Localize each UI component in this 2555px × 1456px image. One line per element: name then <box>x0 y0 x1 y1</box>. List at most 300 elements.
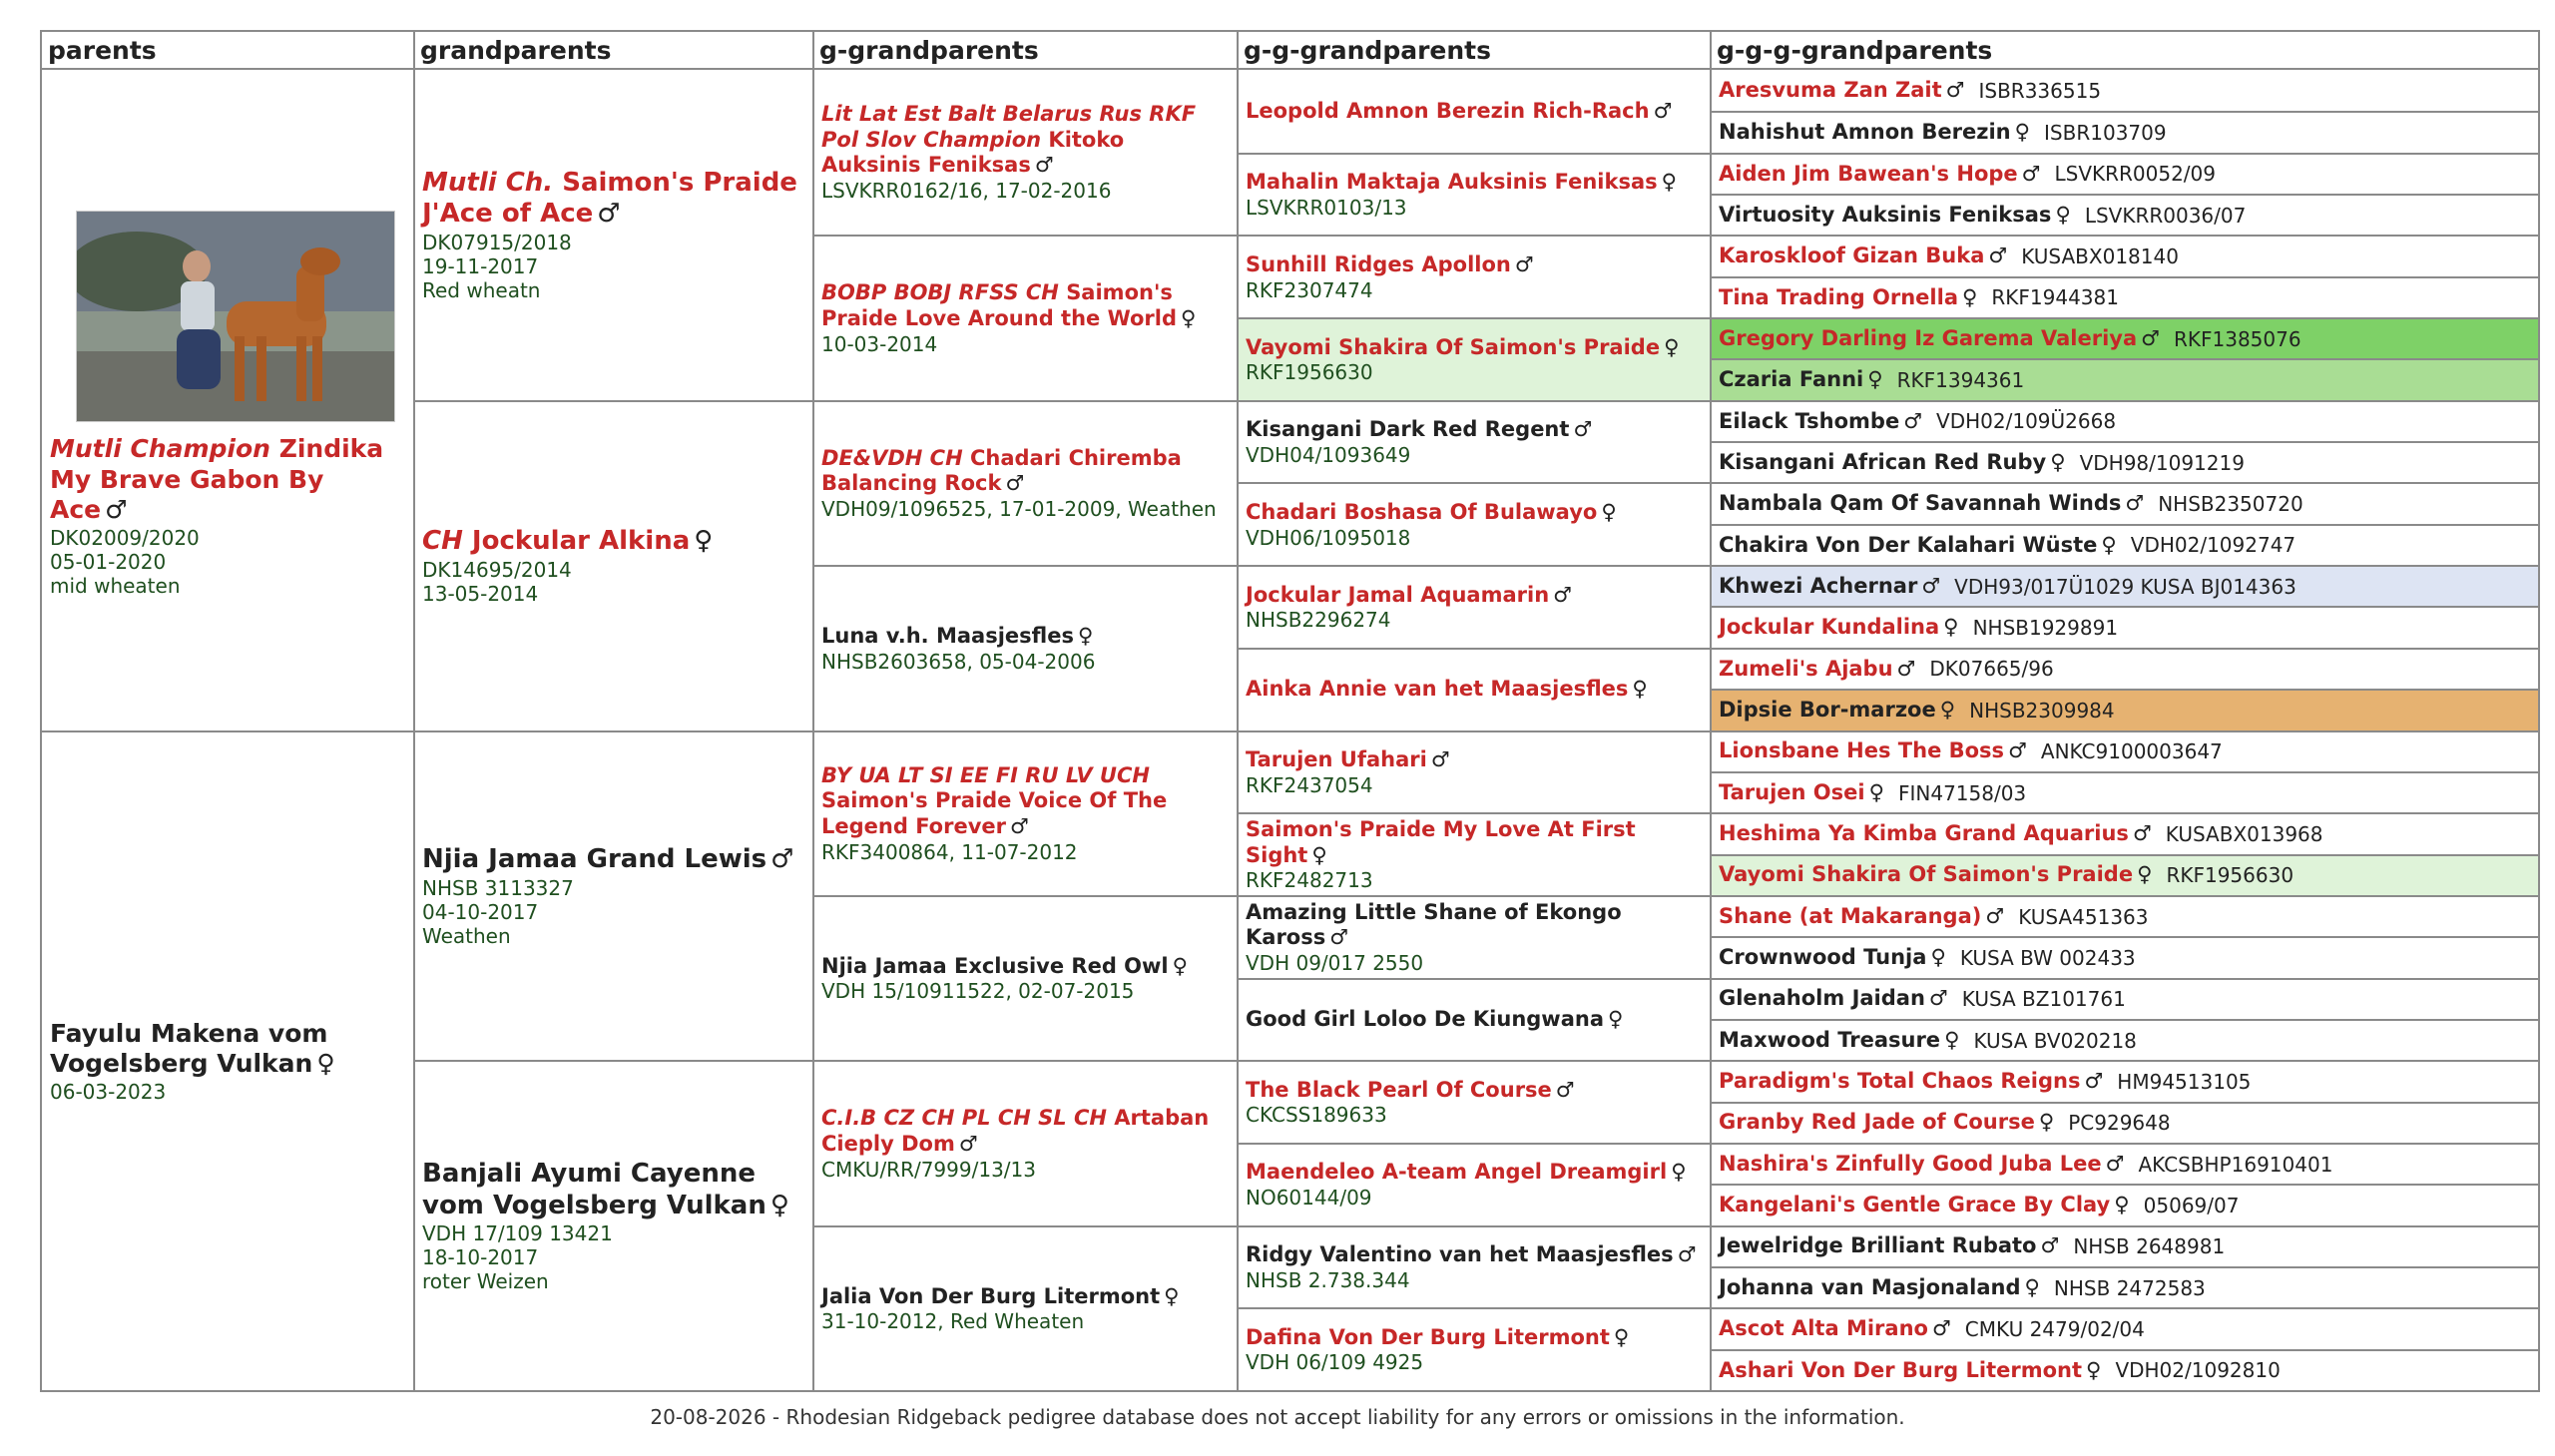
ggg-grandparents-cell <box>1711 1184 2540 1224</box>
dog-name-line <box>1246 335 1703 361</box>
dog-name-link[interactable]: Granby Red Jade of Course <box>1719 1110 2035 1135</box>
dog-name-line <box>1719 450 2066 476</box>
dog-registration: KUSABX018140 <box>2021 244 2179 269</box>
ggg-grandparents-cell <box>1711 936 2540 977</box>
g-grandparents-cell <box>813 895 1238 1060</box>
dog-name-line <box>1719 574 1940 600</box>
dog-info: VDH04/1093649 <box>1246 442 1411 467</box>
female-icon: ♀ <box>2137 862 2153 887</box>
dog-color: Weathen <box>422 923 511 948</box>
dog-info: VDH06/1095018 <box>1246 525 1411 550</box>
dog-registration: RKF1394361 <box>1896 368 2025 393</box>
male-icon: ♂ <box>2008 738 2027 763</box>
dog-name-link[interactable]: Virtuosity Auksinis Feniksas <box>1719 202 2052 227</box>
ggg-grandparents-cell <box>1711 70 2540 111</box>
dog-name-link[interactable]: Dafina Von Der Burg Litermont <box>1246 1324 1610 1349</box>
dog-name-link[interactable]: Saimon's Praide Voice Of The Legend Forever <box>821 788 1168 838</box>
dog-dob: 18-10-2017 <box>422 1245 539 1270</box>
male-icon: ♂ <box>958 1131 978 1156</box>
male-icon: ♂ <box>1430 747 1450 772</box>
dog-registration: NHSB2309984 <box>1969 698 2115 723</box>
dog-name-line <box>1719 243 2007 269</box>
g-grandparents-cell <box>813 565 1238 729</box>
dog-name-link[interactable]: Kitoko Auksinis Feniksas <box>821 127 1125 178</box>
column-header-g-grandparents: g-grandparents <box>813 32 1238 70</box>
dog-name-link[interactable]: Mahalin Maktaja Auksinis Feniksas <box>1246 170 1658 195</box>
dog-name-link[interactable]: Johanna van Masjonaland <box>1719 1274 2021 1299</box>
dog-name-line <box>1719 162 2040 188</box>
dog-info: RKF2482713 <box>1246 868 1373 893</box>
dog-name-link[interactable]: Saimon's Praide My Love At First Sight <box>1246 816 1636 867</box>
dog-name-link[interactable]: Maendeleo A-team Angel Dreamgirl <box>1246 1160 1668 1185</box>
dog-name-line <box>1246 900 1703 951</box>
dog-name-line <box>821 1284 1230 1310</box>
dog-name-link[interactable]: Kisangani Dark Red Regent <box>1246 417 1570 442</box>
dog-name-link[interactable]: Karoskloof Gizan Buka <box>1719 243 1985 268</box>
column-header-grandparents: grandparents <box>414 32 813 70</box>
dog-name-line <box>1246 252 1703 278</box>
male-icon: ♂ <box>2084 1069 2104 1094</box>
dog-name-link[interactable]: Fayulu Makena vom Vogelsberg Vulkan <box>50 1018 328 1079</box>
dog-info: NHSB2603658, 05-04-2006 <box>821 649 1096 674</box>
dog-name-link[interactable]: Dipsie Bor-marzoe <box>1719 698 1936 723</box>
dog-name-link[interactable]: Paradigm's Total Chaos Reigns <box>1719 1069 2081 1094</box>
dog-photo <box>76 211 395 422</box>
column-header-parents: parents <box>42 32 414 70</box>
dog-name-link[interactable]: Amazing Little Shane of Ekongo Kaross <box>1246 899 1622 950</box>
female-icon: ♀ <box>1868 779 1884 804</box>
dog-name-link[interactable]: Ascot Alta Mirano <box>1719 1316 1928 1341</box>
dog-name-line <box>422 168 805 231</box>
pedigree-table <box>40 30 2540 1392</box>
dog-name-link[interactable]: Luna v.h. Maasjesfles <box>821 624 1074 648</box>
dog-name-link[interactable]: Lionsbane Hes The Boss <box>1719 738 2005 763</box>
dog-dob: 06-03-2023 <box>50 1079 167 1104</box>
dog-name-line <box>1719 1275 2040 1301</box>
dog-name-line <box>821 954 1230 980</box>
dog-registration: RKF1956630 <box>2166 863 2295 888</box>
dog-info: RKF3400864, 11-07-2012 <box>821 839 1078 864</box>
female-icon: ♀ <box>1181 306 1197 331</box>
dog-name-line <box>1719 409 1922 435</box>
dog-name-line <box>1719 533 2117 559</box>
dog-name-link[interactable]: Aresvuma Zan Zait <box>1719 77 1942 102</box>
dog-registration: VDH02/109Ü2668 <box>1936 409 2117 434</box>
dog-name-line <box>1246 817 1703 868</box>
dog-name-link[interactable]: Artaban Cieply Dom <box>821 1106 1210 1156</box>
dog-name-line <box>1246 1242 1703 1268</box>
ggg-grandparents-cell <box>1711 854 2540 895</box>
dog-registration: LSVKRR0052/09 <box>2054 162 2216 187</box>
dog-name-line <box>422 526 805 558</box>
dog-name-link[interactable]: Chadari Chiremba Balancing Rock <box>821 445 1182 496</box>
ggg-grandparents-cell <box>1711 235 2540 275</box>
g-grandparents-cell <box>813 70 1238 235</box>
female-icon: ♀ <box>2038 1110 2055 1135</box>
dog-name-line <box>821 763 1230 840</box>
male-icon: ♂ <box>1329 925 1349 950</box>
ggg-grandparents-cell <box>1711 1349 2540 1390</box>
dog-name-link[interactable]: Czaria Fanni <box>1719 367 1864 392</box>
male-icon: ♂ <box>2125 491 2145 516</box>
gg-grandparents-cell <box>1238 565 1711 648</box>
male-icon: ♂ <box>1921 573 1941 598</box>
column-divider <box>1237 32 1239 1390</box>
male-icon: ♂ <box>1896 656 1916 681</box>
dog-name-link[interactable]: Chakira Von Der Kalahari Wüste <box>1719 532 2098 557</box>
dog-name-link[interactable]: Zumeli's Ajabu <box>1719 656 1893 681</box>
grandparents-cell <box>414 730 813 1061</box>
g-grandparents-cell <box>813 1225 1238 1390</box>
dog-info: VDH 09/017 2550 <box>1246 950 1424 975</box>
female-icon: ♀ <box>2101 532 2117 557</box>
female-icon: ♀ <box>2014 120 2031 145</box>
dog-color: Red wheatn <box>422 278 541 303</box>
male-icon: ♂ <box>1555 1077 1575 1102</box>
g-grandparents-cell <box>813 1060 1238 1224</box>
dog-name-line <box>1719 78 1964 104</box>
dog-registration: KUSA BZ101761 <box>1961 987 2126 1012</box>
dog-name-line <box>1246 583 1703 609</box>
ggg-grandparents-cell <box>1711 1019 2540 1060</box>
dog-name-line <box>1246 1078 1703 1104</box>
dog-name-line <box>1719 1358 2101 1384</box>
dog-name-line <box>422 844 805 876</box>
male-icon: ♂ <box>1653 98 1673 123</box>
dog-name-line <box>1719 120 2030 146</box>
gg-grandparents-cell <box>1238 482 1711 565</box>
dog-registration: KUSABX013968 <box>2165 821 2323 846</box>
dog-name-link[interactable]: Njia Jamaa Grand Lewis <box>422 844 767 875</box>
dog-name-link[interactable]: Crownwood Tunja <box>1719 945 1927 970</box>
dog-name-link[interactable]: Saimon's Praide Love Around the World <box>821 280 1178 331</box>
gg-grandparents-cell <box>1238 1307 1711 1390</box>
male-icon: ♂ <box>597 199 621 230</box>
dog-name-link[interactable]: Shane (at Makaranga) <box>1719 903 1982 928</box>
dog-name-link[interactable]: Chadari Boshasa Of Bulawayo <box>1246 499 1598 524</box>
dog-registration: FIN47158/03 <box>1897 780 2027 805</box>
dog-name-link[interactable]: Ainka Annie van het Maasjesfles <box>1246 677 1629 702</box>
dog-name-line <box>821 102 1230 179</box>
dog-name-link[interactable]: Jockular Alkina <box>471 526 691 557</box>
female-icon: ♀ <box>1613 1324 1630 1349</box>
female-icon: ♀ <box>1077 624 1094 648</box>
dog-name-line <box>821 446 1230 497</box>
dog-registration: DK07665/96 <box>1929 657 2054 682</box>
gg-grandparents-cell <box>1238 648 1711 730</box>
dog-reg: DK02009/2020 <box>50 525 200 550</box>
female-icon: ♀ <box>2086 1357 2102 1382</box>
dog-registration: RKF1944381 <box>1991 285 2119 310</box>
column-header-g-g-g-grandparents: g-g-g-grandparents <box>1711 32 2540 70</box>
dog-name-line <box>821 280 1230 331</box>
dog-info: LSVKRR0103/13 <box>1246 195 1407 220</box>
parents-cell <box>42 70 414 730</box>
dog-name-line <box>1246 677 1703 703</box>
dog-name-link[interactable]: Ashari Von Der Burg Litermont <box>1719 1357 2083 1382</box>
ggg-grandparents-cell <box>1711 482 2540 523</box>
dog-name-link[interactable]: Gregory Darling Iz Garema Valeriya <box>1719 325 2138 350</box>
dog-registration: NHSB2350720 <box>2158 492 2303 517</box>
gg-grandparents-cell <box>1238 70 1711 153</box>
female-icon: ♀ <box>2024 1274 2040 1299</box>
female-icon: ♀ <box>1608 1007 1624 1032</box>
dog-info: 10-03-2014 <box>821 331 938 356</box>
dog-registration: HM94513105 <box>2117 1069 2252 1094</box>
dog-name-line <box>1246 417 1703 443</box>
dog-reg: VDH 17/109 13421 <box>422 1221 613 1246</box>
female-icon: ♀ <box>2055 202 2071 227</box>
dog-registration: LSVKRR0036/07 <box>2084 203 2247 228</box>
dog-registration: ISBR336515 <box>1978 78 2102 103</box>
dog-dob: 19-11-2017 <box>422 254 539 279</box>
dog-name-link[interactable]: Glenaholm Jaidan <box>1719 986 1925 1011</box>
ggg-grandparents-cell <box>1711 1307 2540 1348</box>
ggg-grandparents-cell <box>1711 565 2540 606</box>
ggg-grandparents-cell <box>1711 730 2540 771</box>
ggg-grandparents-cell <box>1711 1266 2540 1307</box>
dog-title: CH <box>422 526 463 557</box>
dog-name-link[interactable]: The Black Pearl Of Course <box>1246 1077 1552 1102</box>
dog-name-link[interactable]: Nashira's Zinfully Good Juba Lee <box>1719 1151 2102 1176</box>
dog-name-link[interactable]: Njia Jamaa Exclusive Red Owl <box>821 953 1169 978</box>
dog-name-line <box>1246 500 1703 526</box>
male-icon: ♂ <box>1034 153 1054 178</box>
dog-name-link[interactable]: Leopold Amnon Berezin Rich-Rach <box>1246 98 1650 123</box>
dog-registration: NHSB 2472583 <box>2053 1275 2206 1300</box>
female-icon: ♀ <box>1944 1027 1960 1052</box>
dog-info: CKCSS189633 <box>1246 1103 1387 1128</box>
female-icon: ♀ <box>694 526 714 557</box>
female-icon: ♀ <box>316 1049 335 1079</box>
dog-name-link[interactable]: Aiden Jim Bawean's Hope <box>1719 161 2018 186</box>
ggg-grandparents-cell <box>1711 1143 2540 1184</box>
column-divider <box>413 32 415 1390</box>
dog-name-link[interactable]: Nambala Qam Of Savannah Winds <box>1719 491 2122 516</box>
ggg-grandparents-cell <box>1711 358 2540 399</box>
dog-info: VDH09/1096525, 17-01-2009, Weathen <box>821 497 1217 522</box>
dog-info: RKF2437054 <box>1246 772 1373 797</box>
male-icon: ♂ <box>1903 408 1923 433</box>
dog-info: VDH 15/10911522, 02-07-2015 <box>821 979 1135 1004</box>
dog-name-line <box>1719 945 1946 971</box>
dog-name-line <box>1719 738 2027 764</box>
male-icon: ♂ <box>1985 903 2005 928</box>
male-icon: ♂ <box>2105 1151 2125 1176</box>
dog-color: roter Weizen <box>422 1269 549 1294</box>
dog-dob: 05-01-2020 <box>50 549 167 574</box>
dog-name-line <box>1719 780 1884 806</box>
dog-name-link[interactable]: Zindika My Brave Gabon By Ace <box>50 434 384 524</box>
female-icon: ♀ <box>1164 1283 1180 1308</box>
dog-name-line <box>1719 1193 2130 1218</box>
dog-name-link[interactable]: Kisangani African Red Ruby <box>1719 449 2047 474</box>
dog-registration: VDH02/1092810 <box>2115 1358 2281 1383</box>
dog-name-link[interactable]: Saimon's Praide J'Ace of Ace <box>422 167 797 230</box>
dog-registration: 05069/07 <box>2143 1193 2240 1217</box>
male-icon: ♂ <box>2040 1233 2060 1258</box>
ggg-grandparents-cell <box>1711 524 2540 565</box>
dog-reg: DK07915/2018 <box>422 231 572 255</box>
female-icon: ♀ <box>1939 698 1956 723</box>
dog-name-line <box>1719 862 2152 888</box>
dog-name-link[interactable]: Jockular Kundalina <box>1719 615 1940 640</box>
dog-name-line <box>1246 747 1703 773</box>
ggg-grandparents-cell <box>1711 1102 2540 1143</box>
male-icon: ♂ <box>1928 986 1948 1011</box>
ggg-grandparents-cell <box>1711 317 2540 358</box>
dog-name-link[interactable]: Nahishut Amnon Berezin <box>1719 120 2011 145</box>
dog-name-link[interactable]: Jalia Von Der Burg Litermont <box>821 1283 1161 1308</box>
parents-cell <box>42 730 414 1391</box>
female-icon: ♀ <box>1632 677 1648 702</box>
female-icon: ♀ <box>1930 945 1946 970</box>
male-icon: ♂ <box>1988 243 2008 268</box>
dog-info: RKF2307474 <box>1246 277 1373 302</box>
male-icon: ♂ <box>1553 582 1572 607</box>
dog-name-link[interactable]: Banjali Ayumi Cayenne vom Vogelsberg Vulkan <box>422 1158 766 1220</box>
female-icon: ♀ <box>1943 615 1959 640</box>
ggg-grandparents-cell <box>1711 648 2540 689</box>
female-icon: ♀ <box>2050 449 2066 474</box>
grandparents-cell <box>414 70 813 400</box>
column-divider <box>812 32 814 1390</box>
dog-registration: VDH98/1091219 <box>2079 450 2245 475</box>
male-icon: ♂ <box>770 844 794 875</box>
dog-name-line <box>1719 1233 2059 1259</box>
male-icon: ♂ <box>1945 77 1965 102</box>
dog-name-link[interactable]: Good Girl Loloo De Kiungwana <box>1246 1007 1604 1032</box>
dog-registration: AKCSBHP16910401 <box>2138 1152 2333 1177</box>
gg-grandparents-cell <box>1238 1060 1711 1143</box>
dog-title: BY UA LT SI EE FI RU LV UCH <box>821 762 1150 787</box>
dog-registration: KUSA BW 002433 <box>1959 945 2136 970</box>
dog-registration: ISBR103709 <box>2044 121 2167 146</box>
dog-title: Mutli Ch. <box>422 167 554 198</box>
ggg-grandparents-cell <box>1711 153 2540 194</box>
dog-dob: 13-05-2014 <box>422 581 539 606</box>
dog-title: Lit Lat Est Balt Belarus Rus RKF Pol Slov Champion <box>821 102 1197 152</box>
column-divider <box>1710 32 1712 1390</box>
dog-name-line <box>1246 99 1703 125</box>
gg-grandparents-cell <box>1238 895 1711 978</box>
ggg-grandparents-cell <box>1711 111 2540 152</box>
dog-info: NO60144/09 <box>1246 1186 1372 1211</box>
dog-name-line <box>1719 1028 1959 1054</box>
dog-title: BOBP BOBJ RFSS CH <box>821 280 1059 305</box>
dog-name-line <box>1719 1069 2103 1095</box>
g-grandparents-cell <box>813 235 1238 399</box>
ggg-grandparents-cell <box>1711 441 2540 482</box>
dog-info: NHSB 2.738.344 <box>1246 1267 1410 1292</box>
dog-name-link[interactable]: Jockular Jamal Aquamarin <box>1246 582 1550 607</box>
dog-name-line <box>1719 367 1883 393</box>
male-icon: ♂ <box>1010 813 1029 838</box>
dog-info: NHSB2296274 <box>1246 608 1391 633</box>
dog-name-line <box>1719 1152 2124 1178</box>
dog-name-link[interactable]: Kangelani's Gentle Grace By Clay <box>1719 1193 2111 1217</box>
ggg-grandparents-cell <box>1711 771 2540 812</box>
dog-name-link[interactable]: Jewelridge Brilliant Rubato <box>1719 1233 2037 1258</box>
male-icon: ♂ <box>1573 417 1593 442</box>
dog-registration: NHSB1929891 <box>1972 616 2119 641</box>
disclaimer-footer: 20-08-2026 - Rhodesian Ridgeback pedigree database does not accept liability for any errors or omissions in the information. <box>650 1405 1905 1429</box>
g-grandparents-cell <box>813 730 1238 895</box>
ggg-grandparents-cell <box>1711 978 2540 1019</box>
ggg-grandparents-cell <box>1711 400 2540 441</box>
gg-grandparents-cell <box>1238 317 1711 400</box>
grandparents-cell <box>414 400 813 730</box>
dog-name-line <box>821 1106 1230 1157</box>
male-icon: ♂ <box>1005 471 1025 496</box>
female-icon: ♀ <box>1601 499 1617 524</box>
dog-name-link[interactable]: Tarujen Osei <box>1719 779 1865 804</box>
dog-info: CMKU/RR/7999/13/13 <box>821 1157 1036 1182</box>
dog-name-line <box>1246 170 1703 196</box>
dog-registration: PC929648 <box>2068 1111 2171 1136</box>
gg-grandparents-cell <box>1238 812 1711 895</box>
male-icon: ♂ <box>1677 1242 1697 1267</box>
dog-name-line <box>1719 904 2004 930</box>
dog-info: RKF1956630 <box>1246 360 1373 385</box>
dog-registration: KUSA451363 <box>2018 904 2149 929</box>
dog-name-link[interactable]: Ridgy Valentino van het Maasjesfles <box>1246 1242 1674 1267</box>
dog-name-line <box>1719 986 1948 1012</box>
dog-name-line <box>50 434 406 526</box>
dog-info: VDH 06/109 4925 <box>1246 1350 1424 1375</box>
dog-name-line <box>1719 615 1959 641</box>
female-icon: ♀ <box>1661 170 1678 195</box>
dog-name-line <box>821 624 1230 650</box>
dog-name-line <box>1719 326 2160 352</box>
dog-registration: CMKU 2479/02/04 <box>1964 1316 2145 1341</box>
female-icon: ♀ <box>1311 842 1327 867</box>
dog-name-line <box>422 1159 805 1221</box>
dog-registration: ANKC9100003647 <box>2040 739 2223 764</box>
dog-name-line <box>1719 1316 1951 1342</box>
ggg-grandparents-cell <box>1711 1225 2540 1266</box>
ggg-grandparents-cell <box>1711 276 2540 317</box>
dog-registration: NHSB 2648981 <box>2073 1234 2226 1259</box>
dog-name-link[interactable]: Tina Trading Ornella <box>1719 284 1958 309</box>
dog-name-link[interactable]: Sunhill Ridges Apollon <box>1246 251 1511 276</box>
dog-name-link[interactable]: Eilack Tshombe <box>1719 408 1900 433</box>
male-icon: ♂ <box>2132 821 2152 846</box>
dog-reg: DK14695/2014 <box>422 557 572 582</box>
ggg-grandparents-cell <box>1711 895 2540 936</box>
dog-name-link[interactable]: Khwezi Achernar <box>1719 573 1918 598</box>
dog-name-line <box>1719 698 1955 724</box>
dog-name-link[interactable]: Tarujen Ufahari <box>1246 747 1427 772</box>
dog-registration: KUSA BV020218 <box>1973 1028 2137 1053</box>
female-icon: ♀ <box>769 1190 789 1220</box>
dog-name-link[interactable]: Maxwood Treasure <box>1719 1027 1941 1052</box>
ggg-grandparents-cell <box>1711 606 2540 647</box>
dog-name-line <box>1719 821 2152 847</box>
dog-name-link[interactable]: Heshima Ya Kimba Grand Aquarius <box>1719 821 2129 846</box>
dog-info: 31-10-2012, Red Wheaten <box>821 1309 1085 1334</box>
dog-reg: NHSB 3113327 <box>422 875 574 900</box>
gg-grandparents-cell <box>1238 978 1711 1061</box>
dog-name-link[interactable]: Vayomi Shakira Of Saimon's Praide <box>1246 334 1661 359</box>
male-icon: ♂ <box>1514 251 1534 276</box>
male-icon: ♂ <box>1931 1316 1951 1341</box>
dog-registration: RKF1385076 <box>2173 326 2301 351</box>
dog-title: DE&VDH CH <box>821 445 963 470</box>
dog-dob: 04-10-2017 <box>422 899 539 924</box>
dog-info: LSVKRR0162/16, 17-02-2016 <box>821 179 1112 204</box>
dog-name-link[interactable]: Vayomi Shakira Of Saimon's Praide <box>1719 862 2134 887</box>
